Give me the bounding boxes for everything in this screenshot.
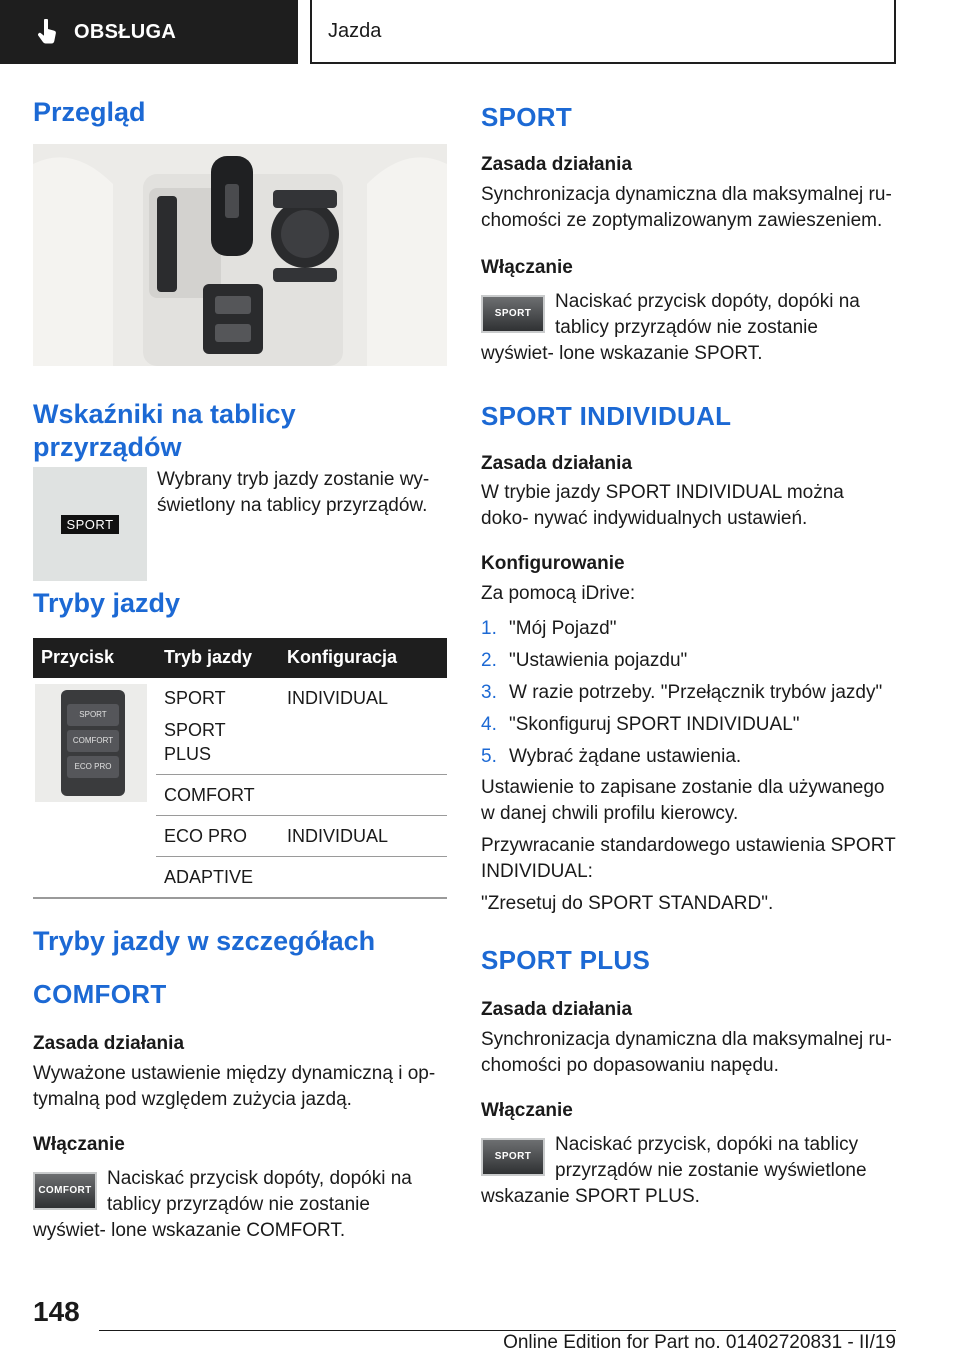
sport-plus-principle-text: Synchronizacja dynamiczna dla maksymalnej ru‐ chomości po dopasowaniu napędu. bbox=[481, 1029, 892, 1076]
sport-indicator-badge: SPORT bbox=[61, 515, 118, 534]
individual-reset-item: "Zresetuj do SPORT STANDARD". bbox=[481, 893, 774, 915]
table-header-config: Konfiguracja bbox=[279, 638, 447, 678]
sport-on-heading: Włączanie bbox=[481, 256, 573, 278]
indicator-title: Wskaźniki na tablicy przyrządów bbox=[33, 399, 296, 462]
table-cell-mode: COMFORT bbox=[156, 774, 279, 815]
list-item: 4. "Skonfiguruj SPORT INDIVIDUAL" bbox=[481, 714, 800, 736]
individual-reset-text: Przywracanie standardowego ustawienia SPORT INDIVIDUAL: bbox=[481, 835, 896, 883]
table-row bbox=[33, 678, 447, 775]
individual-title: SPORT INDIVIDUAL bbox=[481, 400, 732, 431]
footer-edition-text: Online Edition for Part no. 01402720831 - II/19 bbox=[503, 1332, 896, 1353]
individual-saved-text: Ustawienie to zapisane zostanie dla używanego w danej chwili profilu kierowcy. bbox=[481, 777, 885, 825]
sport-plus-principle-heading: Zasada działania bbox=[481, 999, 633, 1021]
mode-buttons-image-cell bbox=[33, 678, 156, 898]
table-cell-mode bbox=[156, 678, 279, 775]
sport-title: SPORT bbox=[481, 102, 573, 132]
list-item: 2. "Ustawienia pojazdu" bbox=[481, 650, 688, 672]
table-cell-config bbox=[279, 856, 447, 897]
comfort-on-text: Naciskać przycisk dopóty, dopóki na tablicy przyrządów nie zostanie wyświet‐ lone wskazanie COMFORT. bbox=[33, 1167, 412, 1241]
comfort-title: COMFORT bbox=[33, 978, 167, 1009]
mode-button-eco-pro: ECO PRO bbox=[67, 756, 119, 778]
sport-on-block bbox=[481, 289, 896, 367]
page-number: 148 bbox=[33, 1296, 80, 1327]
table-cell-config bbox=[279, 774, 447, 815]
individual-config-heading: Konfigurowanie bbox=[481, 553, 625, 575]
mode-button-comfort: COMFORT bbox=[67, 730, 119, 752]
sport-principle-text: Synchronizacja dynamiczna dla maksymalnej ru‐ chomości ze zoptymalizowanym zawieszeniem. bbox=[481, 183, 892, 231]
footer-divider bbox=[99, 1330, 896, 1331]
comfort-button-label: COMFORT bbox=[38, 1185, 92, 1197]
mode-sport-plus: SPORT PLUS bbox=[164, 719, 226, 764]
header-chapter-tab bbox=[310, 0, 896, 64]
sport-plus-title: SPORT PLUS bbox=[481, 945, 651, 976]
table-header-mode: Tryb jazdy bbox=[156, 638, 279, 678]
mode-buttons-image bbox=[35, 684, 147, 802]
sport-plus-on-block bbox=[481, 1132, 896, 1210]
details-title: Tryby jazdy w szczegółach bbox=[33, 925, 376, 956]
list-item: 1. "Mój Pojazd" bbox=[481, 618, 617, 640]
sport-plus-button-image bbox=[481, 1138, 545, 1176]
indicator-text: Wybrany tryb jazdy zostanie wy‐ świetlony na tablicy przyrządów. bbox=[157, 469, 430, 517]
header-section-tab bbox=[0, 0, 298, 64]
center-console-photo bbox=[33, 144, 447, 366]
sport-plus-on-text: Naciskać przycisk, dopóki na tablicy przyrządów nie zostanie wyświetlone wskazanie SPORT PLUS. bbox=[481, 1133, 867, 1207]
overview-title: Przegląd bbox=[33, 97, 146, 127]
comfort-on-heading: Włączanie bbox=[33, 1133, 125, 1155]
indicator-block bbox=[33, 467, 447, 581]
sport-plus-button-label: SPORT bbox=[494, 1151, 532, 1163]
sport-button-label: SPORT bbox=[494, 308, 532, 320]
right-column bbox=[481, 102, 896, 1210]
list-item: 5. Wybrać żądane ustawienia. bbox=[481, 746, 742, 768]
table-cell-mode: ADAPTIVE bbox=[156, 856, 279, 897]
individual-principle-text: W trybie jazdy SPORT INDIVIDUAL można doko‐ nywać indywidualnych ustawień. bbox=[481, 482, 844, 530]
sport-indicator-image bbox=[33, 467, 147, 581]
header-section-label: OBSŁUGA bbox=[74, 20, 177, 43]
individual-config-intro: Za pomocą iDrive: bbox=[481, 583, 636, 605]
hand-pointer-icon bbox=[36, 19, 58, 45]
individual-steps-list bbox=[481, 613, 896, 773]
comfort-button-image bbox=[33, 1172, 97, 1210]
sport-plus-on-heading: Włączanie bbox=[481, 1100, 573, 1121]
mode-button-sport: SPORT bbox=[67, 704, 119, 726]
mode-sport: SPORT bbox=[164, 687, 226, 708]
individual-principle-heading: Zasada działania bbox=[481, 452, 633, 474]
sport-principle-heading: Zasada działania bbox=[481, 154, 633, 176]
modes-title: Tryby jazdy bbox=[33, 588, 181, 619]
list-item: 3. W razie potrzeby. "Przełącznik trybów jazdy" bbox=[481, 682, 883, 704]
center-console-illustration bbox=[33, 144, 447, 366]
table-cell-config: INDIVIDUAL bbox=[279, 815, 447, 856]
comfort-principle-text: Wyważone ustawienie między dynamiczną i op‐ tymalną pod względem zużycia jazdą. bbox=[33, 1062, 436, 1110]
comfort-principle-heading: Zasada działania bbox=[33, 1033, 185, 1055]
header-chapter-label: Jazda bbox=[328, 19, 382, 42]
modes-table bbox=[33, 638, 447, 899]
table-cell-config: INDIVIDUAL bbox=[279, 678, 447, 775]
sport-on-text: Naciskać przycisk dopóty, dopóki na tablicy przyrządów nie zostanie wyświet‐ lone wskazanie SPORT. bbox=[481, 290, 860, 364]
modes-table-header bbox=[33, 638, 447, 678]
table-header-button: Przycisk bbox=[33, 638, 156, 678]
comfort-on-block bbox=[33, 1166, 447, 1244]
table-cell-mode: ECO PRO bbox=[156, 815, 279, 856]
left-column bbox=[33, 96, 447, 1244]
sport-button-image bbox=[481, 295, 545, 333]
